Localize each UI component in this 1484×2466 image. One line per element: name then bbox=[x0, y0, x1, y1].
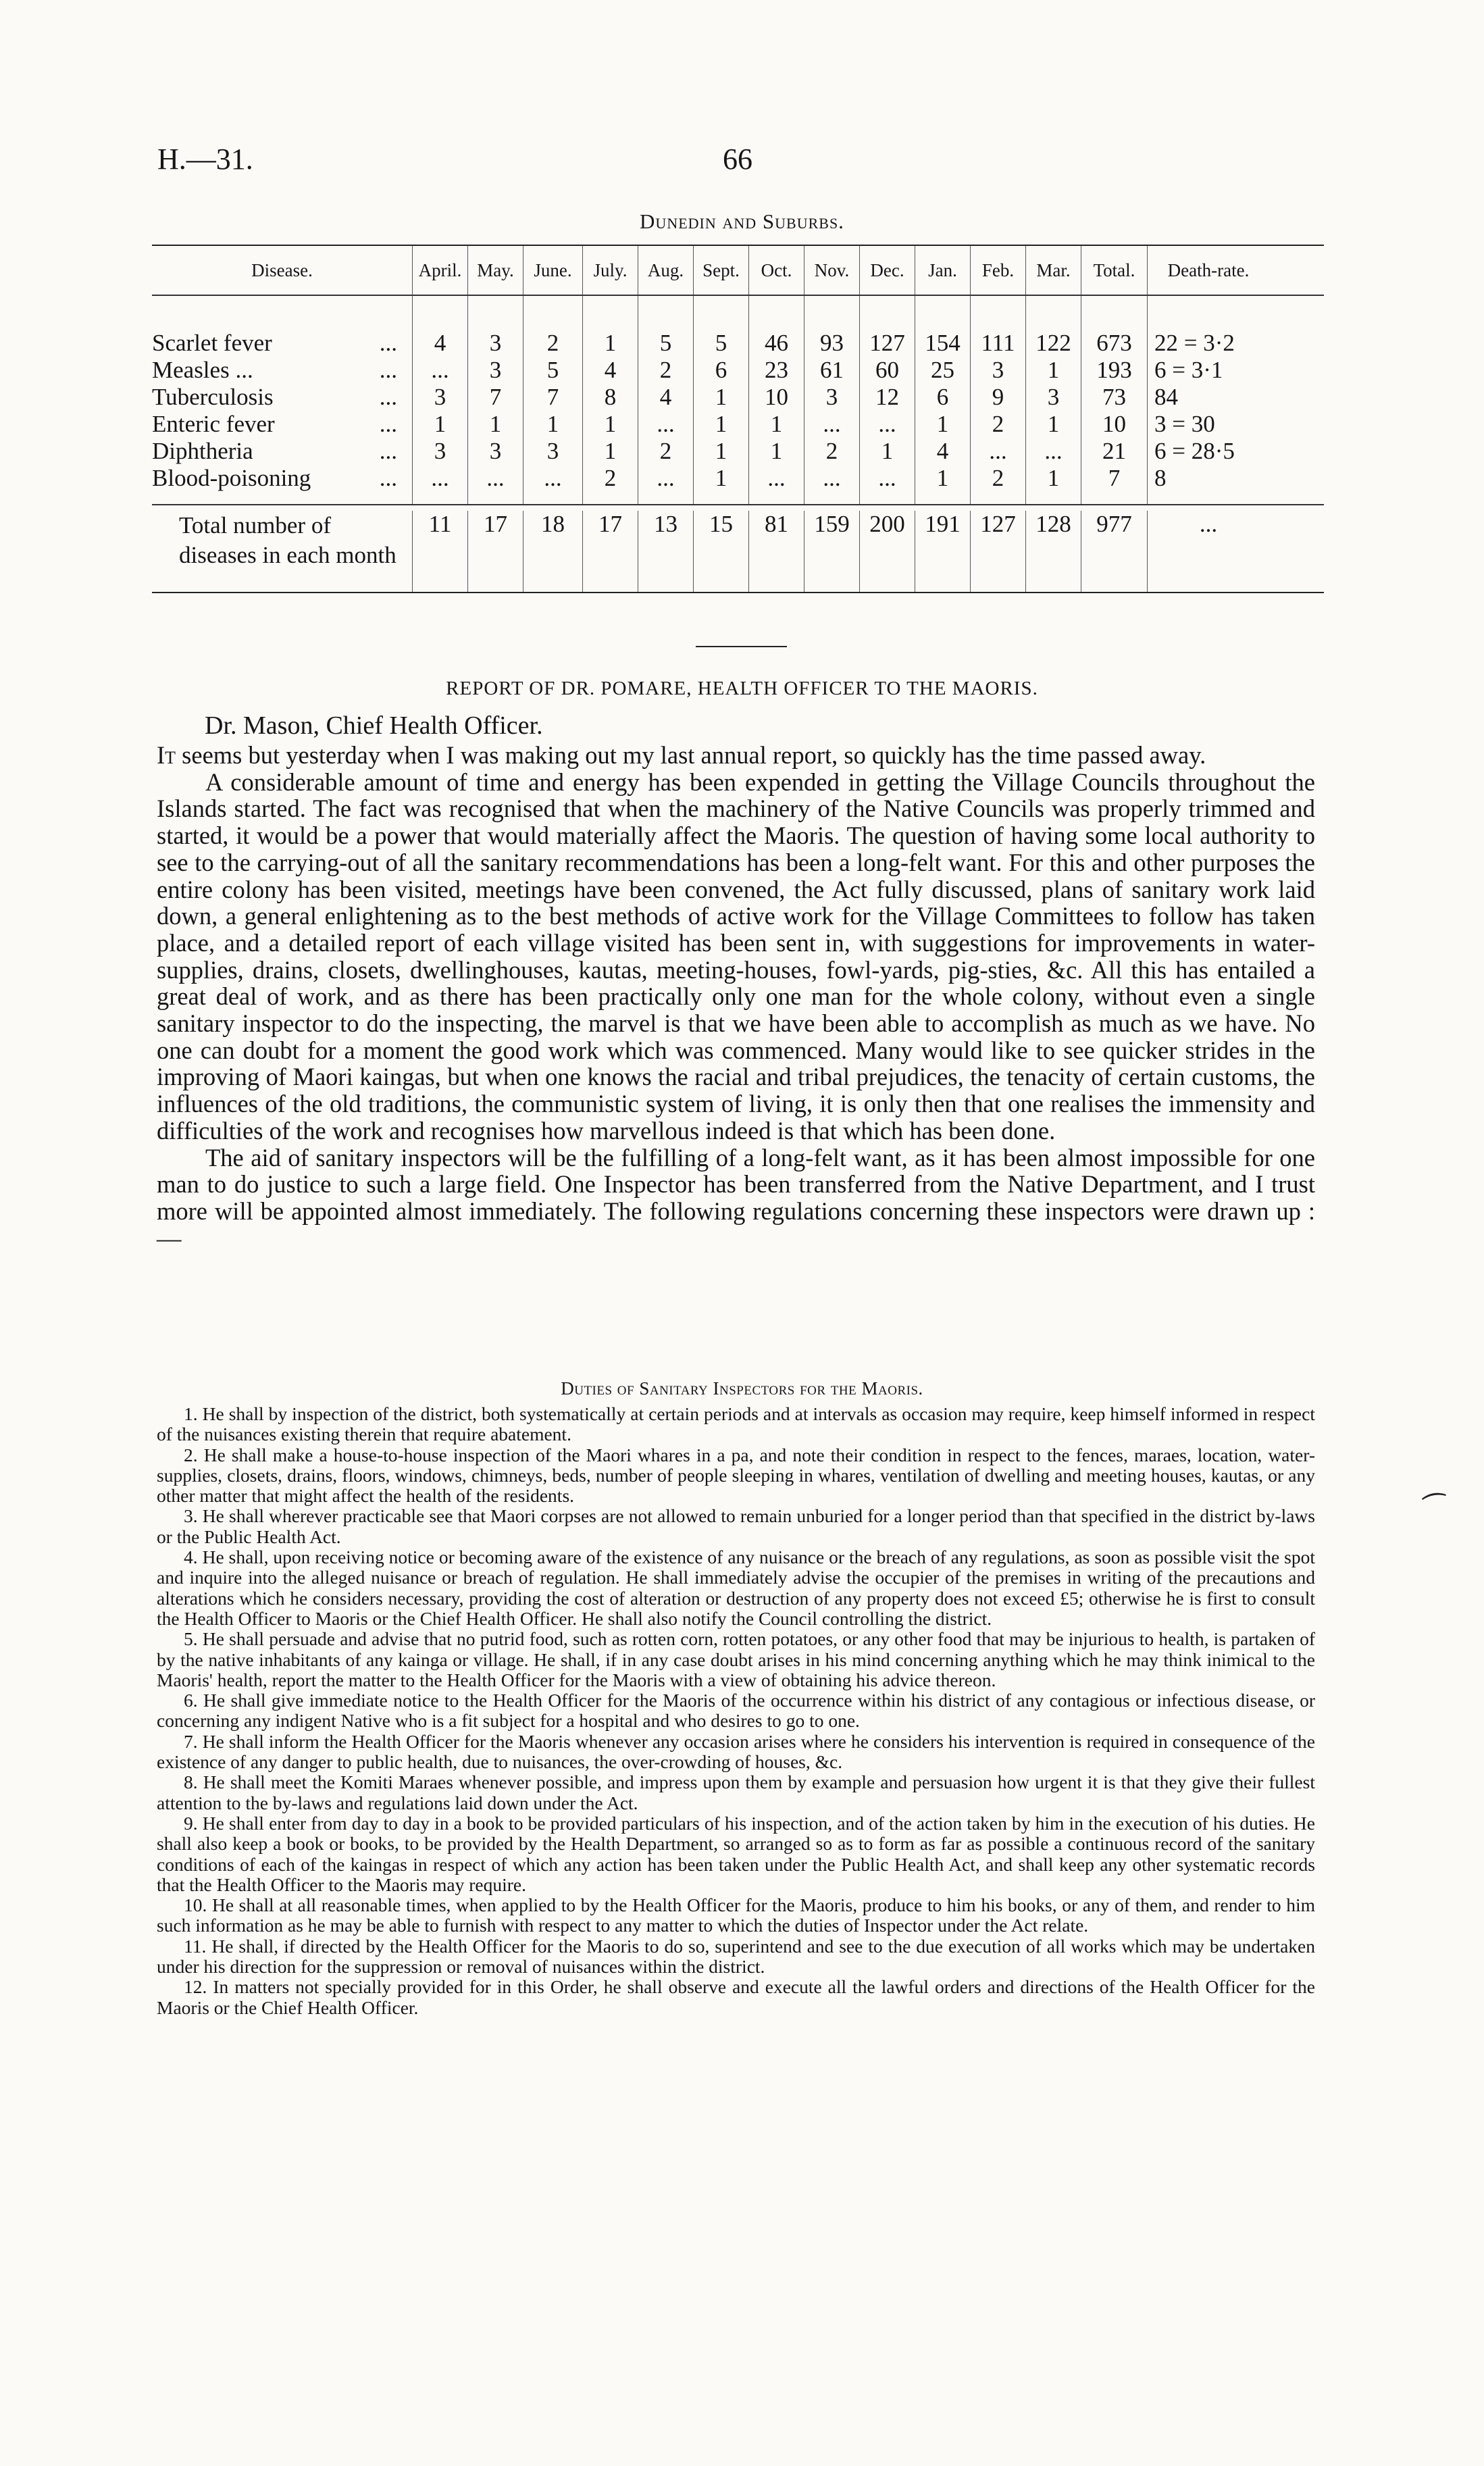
duty-item: 10. He shall at all reasonable times, when applied to by the Health Officer for the Maoris, produce to him his books, or any of them, and render to him such information as he may be able to furnish with respect to any matter to which the duties of Inspector under the Act relate. bbox=[157, 1894, 1315, 1936]
table-cell: 2 bbox=[970, 465, 1025, 492]
table-cell: 4 bbox=[582, 357, 638, 384]
row-total-cell: 193 bbox=[1081, 357, 1147, 384]
col-header-may: May. bbox=[467, 246, 523, 295]
col-header-oct: Oct. bbox=[748, 246, 804, 295]
death-rate-cell: 8 bbox=[1147, 465, 1269, 492]
total-cell: 11 bbox=[412, 511, 467, 592]
col-header-june: June. bbox=[523, 246, 582, 295]
table-cell: 1 bbox=[582, 411, 638, 438]
report-paragraph bbox=[157, 769, 1315, 1144]
col-header-jan: Jan. bbox=[915, 246, 970, 295]
duties-list bbox=[157, 1404, 1315, 2018]
row-total-cell: 21 bbox=[1081, 438, 1147, 465]
leader-dots: ... bbox=[379, 384, 397, 410]
leader-dots: ... bbox=[379, 411, 397, 437]
table-cell: 2 bbox=[582, 465, 638, 492]
table-row bbox=[152, 438, 1324, 465]
disease-name: Tuberculosis bbox=[152, 384, 274, 410]
col-header-mar: Mar. bbox=[1025, 246, 1081, 295]
col-header-nov: Nov. bbox=[804, 246, 859, 295]
duty-item: 7. He shall inform the Health Officer for the Maoris whenever any occasion arises where he considers his intervention is required in consequence of the existence of any danger to public health, due to nuisances, the over-crowding of houses, &c. bbox=[157, 1730, 1315, 1773]
table-cell: ... bbox=[467, 465, 523, 492]
table-cell: 1 bbox=[582, 438, 638, 465]
total-cell-grand: 977 bbox=[1081, 511, 1147, 592]
table-title: Dunedin and Suburbs. bbox=[640, 209, 844, 233]
leader-dots: ... bbox=[379, 465, 397, 491]
table-row bbox=[152, 411, 1324, 438]
table-cell: 2 bbox=[638, 438, 693, 465]
paragraph-text: A considerable amount of time and energy has been expended in getting the Village Councils throughout the Islands started. The fact was recognised that when the machinery of the Native Councils was properly trimmed and started, it would be a power that would materially affect the Maoris. The question of having some local authority to see to the carrying-out of all the sanitary recommendations has been a long-felt want. For this and other purposes the entire colony has been visited, meetings have been convened, the Act fully discussed, plans of sanitary work laid down, a general enlightening as to the best methods of active work for the Village Committees to follow has taken place, and a detailed report of each village visited has been sent in, with suggestions for improvements in water-supplies, drains, closets, dwellinghouses, kautas, meeting-houses, fowl-yards, pig-sties, &c. All this has entailed a great deal of work, and as there has been practically only one man for the whole colony, without even a single sanitary inspector to do the inspecting, the marvel is that we have been able to accomplish as much as we have. No one can doubt for a moment the good work which was commenced. Many would like to see quicker strides in the improving of Maori kaingas, but when one knows the racial and tribal prejudices, the tenacity of certain customs, the influences of the old traditions, the communistic system of living, it is only then that one realises the immensity and difficulties of the work and recognises how marvellous indeed is that which has been done. bbox=[157, 768, 1315, 1144]
table-cell: 8 bbox=[582, 384, 638, 411]
table-total-row bbox=[152, 504, 1324, 593]
duty-item: 2. He shall make a house-to-house inspection of the Maori whares in a pa, and note their condition in respect to the fences, maraes, location, water-supplies, closets, drains, floors, windows, chimneys, beds, number of people sleeping in whares, ventilation of dwelling and meeting houses, kautas, or any other matter that might affect the health of the residents. bbox=[157, 1444, 1315, 1507]
table-cell: 1 bbox=[693, 411, 748, 438]
table-cell: 46 bbox=[748, 330, 804, 357]
table-cell: 3 bbox=[412, 384, 467, 411]
salutation: Dr. Mason, Chief Health Officer. bbox=[205, 711, 543, 740]
table-row bbox=[152, 465, 1324, 492]
col-header-april: April. bbox=[412, 246, 467, 295]
table-cell: 6 bbox=[915, 384, 970, 411]
table-cell: ... bbox=[804, 411, 859, 438]
table-cell: 9 bbox=[970, 384, 1025, 411]
table-cell: 1 bbox=[915, 411, 970, 438]
disease-name: Blood-poisoning bbox=[152, 465, 311, 491]
table-cell: 3 bbox=[467, 330, 523, 357]
duty-item: 4. He shall, upon receiving notice or becoming aware of the existence of any nuisance or the breach of any regulations, as soon as possible visit the spot and inquire into the alleged nuisance or breach of regulation. He shall immediately advise the occupier of the premises in writing of the precautions and alterations which he considers necessary, providing the cost of alteration or destruction of any property does not exceed £5; otherwise he is first to consult the Health Officer to Maoris or the Chief Health Officer. He shall also notify the Council controlling the district. bbox=[157, 1546, 1315, 1629]
table-cell: 25 bbox=[915, 357, 970, 384]
duty-item: 9. He shall enter from day to day in a book to be provided particulars of his inspection, and of the action taken by him in the execution of his duties. He shall also keep a book or books, to be provided by the Health Department, so arranged so as to form as far as possible a continuous record of the sanitary conditions of each of the kaingas in respect of which any action has been taken under the Public Health Act, and shall keep any other systematic records that the Health Officer to the Maoris may require. bbox=[157, 1812, 1315, 1895]
table-cell: 3 bbox=[970, 357, 1025, 384]
table-cell: 111 bbox=[970, 330, 1025, 357]
table-cell: ... bbox=[412, 465, 467, 492]
disease-name-cell bbox=[152, 411, 412, 438]
table-row bbox=[152, 357, 1324, 384]
report-title: REPORT OF DR. POMARE, HEALTH OFFICER TO THE MAORIS. bbox=[446, 678, 1038, 699]
table-cell: 1 bbox=[467, 411, 523, 438]
disease-table bbox=[152, 245, 1324, 593]
margin-mark: ⁀ bbox=[1423, 1492, 1450, 1526]
duty-item: 12. In matters not specially provided for in this Order, he shall observe and execute all the lawful orders and directions of the Health Officer for the Maoris or the Chief Health Officer. bbox=[157, 1976, 1315, 2018]
col-header-dec: Dec. bbox=[859, 246, 915, 295]
leader-dots: ... bbox=[379, 438, 397, 464]
section-separator bbox=[696, 646, 787, 647]
table-cell: 3 bbox=[467, 357, 523, 384]
col-header-sept: Sept. bbox=[693, 246, 748, 295]
table-cell: 1 bbox=[748, 438, 804, 465]
table-cell: 127 bbox=[859, 330, 915, 357]
leader-dots: ... bbox=[379, 330, 397, 356]
col-header-death-rate: Death-rate. bbox=[1147, 246, 1269, 295]
table-cell: ... bbox=[804, 465, 859, 492]
table-cell: 1 bbox=[693, 465, 748, 492]
table-cell: ... bbox=[412, 357, 467, 384]
col-header-total: Total. bbox=[1081, 246, 1147, 295]
table-cell: 23 bbox=[748, 357, 804, 384]
total-cell: 15 bbox=[693, 511, 748, 592]
table-cell: 1 bbox=[1025, 411, 1081, 438]
table-cell: 7 bbox=[523, 384, 582, 411]
disease-name-cell bbox=[152, 465, 412, 492]
duty-item: 11. He shall, if directed by the Health Officer for the Maoris to do so, superintend and see to the due execution of all works which may be undertaken under his direction for the suppression or removal of nuisances within the district. bbox=[157, 1935, 1315, 1978]
row-total-cell: 10 bbox=[1081, 411, 1147, 438]
death-rate-cell: 3 = 30 bbox=[1147, 411, 1269, 438]
disease-name-cell bbox=[152, 438, 412, 465]
table-cell: 1 bbox=[693, 438, 748, 465]
duty-item: 8. He shall meet the Komiti Maraes whenever possible, and impress upon them by example and persuasion how urgent it is that they give their fullest attention to the by-laws and regulations laid down under the Act. bbox=[157, 1771, 1315, 1813]
disease-name-cell bbox=[152, 330, 412, 357]
paragraph-text: seems but yesterday when I was making out my last annual report, so quickly has the time passed away. bbox=[176, 741, 1206, 769]
table-cell: 2 bbox=[970, 411, 1025, 438]
table-cell: 12 bbox=[859, 384, 915, 411]
table-cell: 154 bbox=[915, 330, 970, 357]
death-rate-cell: 6 = 28·5 bbox=[1147, 438, 1269, 465]
table-row bbox=[152, 384, 1324, 411]
table-cell: ... bbox=[638, 465, 693, 492]
disease-name: Diphtheria bbox=[152, 438, 253, 464]
table-cell: 122 bbox=[1025, 330, 1081, 357]
table-cell: ... bbox=[1025, 438, 1081, 465]
table-cell: 5 bbox=[638, 330, 693, 357]
table-cell: 3 bbox=[523, 438, 582, 465]
table-cell: 4 bbox=[915, 438, 970, 465]
disease-name-cell bbox=[152, 357, 412, 384]
table-cell: ... bbox=[638, 411, 693, 438]
total-cell: 128 bbox=[1025, 511, 1081, 592]
table-cell: 1 bbox=[412, 411, 467, 438]
report-paragraph bbox=[157, 1144, 1315, 1252]
total-cell: 191 bbox=[915, 511, 970, 592]
table-cell: 5 bbox=[523, 357, 582, 384]
row-total-cell: 73 bbox=[1081, 384, 1147, 411]
table-cell: 60 bbox=[859, 357, 915, 384]
table-cell: 1 bbox=[1025, 357, 1081, 384]
total-cell: 81 bbox=[748, 511, 804, 592]
death-rate-cell: 84 bbox=[1147, 384, 1269, 411]
table-cell: 10 bbox=[748, 384, 804, 411]
total-cell: 13 bbox=[638, 511, 693, 592]
paragraph-text: The aid of sanitary inspectors will be the fulfilling of a long-felt want, as it has been almost impossible for one man to do justice to such a large field. One Inspector has been transferred from the Native Department, and I trust more will be appointed almost immediately. The following regulations concerning these inspectors were drawn up :— bbox=[157, 1143, 1315, 1252]
duty-item: 5. He shall persuade and advise that no putrid food, such as rotten corn, rotten potatoes, or any other food that may be injurious to health, is partaken of by the native inhabitants of any kainga or village. He shall, if in any case doubt arises in his mind concerning anything which he may think inimical to the Maoris' health, report the matter to the Health Officer for the Maoris with a view of obtaining his advice thereon. bbox=[157, 1628, 1315, 1690]
table-cell: 3 bbox=[412, 438, 467, 465]
table-body bbox=[152, 296, 1324, 504]
table-cell: 1 bbox=[748, 411, 804, 438]
table-cell: 3 bbox=[1025, 384, 1081, 411]
table-cell: 1 bbox=[859, 438, 915, 465]
disease-name-cell bbox=[152, 384, 412, 411]
death-rate-cell: 22 = 3·2 bbox=[1147, 330, 1269, 357]
col-header-aug: Aug. bbox=[638, 246, 693, 295]
report-body bbox=[157, 742, 1315, 1251]
table-cell: 2 bbox=[523, 330, 582, 357]
col-header-feb: Feb. bbox=[970, 246, 1025, 295]
row-total-cell: 673 bbox=[1081, 330, 1147, 357]
death-rate-cell: 6 = 3·1 bbox=[1147, 357, 1269, 384]
total-cell: 200 bbox=[859, 511, 915, 592]
table-cell: 1 bbox=[523, 411, 582, 438]
table-cell: 93 bbox=[804, 330, 859, 357]
col-header-disease: Disease. bbox=[251, 259, 313, 280]
table-cell: 3 bbox=[804, 384, 859, 411]
duty-item: 3. He shall wherever practicable see that Maori corpses are not allowed to remain unburied for a longer period than that specified in the district by-laws or the Public Health Act. bbox=[157, 1505, 1315, 1547]
table-cell: 61 bbox=[804, 357, 859, 384]
col-header-july: July. bbox=[582, 246, 638, 295]
table-cell: 3 bbox=[467, 438, 523, 465]
duty-item: 1. He shall by inspection of the district, both systematically at certain periods and at intervals as occasion may require, keep himself informed in respect of the nuisances existing therein that require abatement. bbox=[157, 1403, 1315, 1445]
total-cell: 127 bbox=[970, 511, 1025, 592]
report-paragraph bbox=[157, 742, 1315, 769]
table-cell: 1 bbox=[915, 465, 970, 492]
duty-item: 6. He shall give immediate notice to the Health Officer for the Maoris of the occurrence within his district of any contagious or infectious disease, or concerning any indigent Native who is a fit subject for a hospital and who desires to go to one. bbox=[157, 1690, 1315, 1732]
row-total-cell: 7 bbox=[1081, 465, 1147, 492]
table-cell: ... bbox=[523, 465, 582, 492]
table-row bbox=[152, 330, 1324, 357]
document-reference: H.—31. bbox=[157, 143, 253, 176]
leader-dots: ... bbox=[379, 357, 397, 383]
table-cell: ... bbox=[970, 438, 1025, 465]
table-cell: 1 bbox=[582, 330, 638, 357]
total-cell: 159 bbox=[804, 511, 859, 592]
table-cell: 1 bbox=[1025, 465, 1081, 492]
table-cell: ... bbox=[859, 411, 915, 438]
disease-name: Measles ... bbox=[152, 357, 253, 383]
duties-title: Duties of Sanitary Inspectors for the Maoris. bbox=[561, 1378, 923, 1399]
total-cell: 17 bbox=[467, 511, 523, 592]
table-cell: 6 bbox=[693, 357, 748, 384]
table-cell: ... bbox=[748, 465, 804, 492]
table-cell: 2 bbox=[804, 438, 859, 465]
table-cell: 2 bbox=[638, 357, 693, 384]
table-cell: ... bbox=[859, 465, 915, 492]
table-cell: 4 bbox=[412, 330, 467, 357]
page-number: 66 bbox=[723, 143, 752, 176]
disease-name: Enteric fever bbox=[152, 411, 275, 437]
drop-word: It bbox=[157, 741, 176, 769]
table-cell: 7 bbox=[467, 384, 523, 411]
total-cell: 18 bbox=[523, 511, 582, 592]
table-header-row bbox=[152, 246, 1324, 296]
total-cell-death-rate: ... bbox=[1147, 511, 1269, 592]
total-cell: 17 bbox=[582, 511, 638, 592]
disease-name: Scarlet fever bbox=[152, 330, 272, 356]
table-cell: 4 bbox=[638, 384, 693, 411]
table-cell: 1 bbox=[693, 384, 748, 411]
total-row-label: Total number of diseases in each month bbox=[179, 512, 396, 568]
table-cell: 5 bbox=[693, 330, 748, 357]
